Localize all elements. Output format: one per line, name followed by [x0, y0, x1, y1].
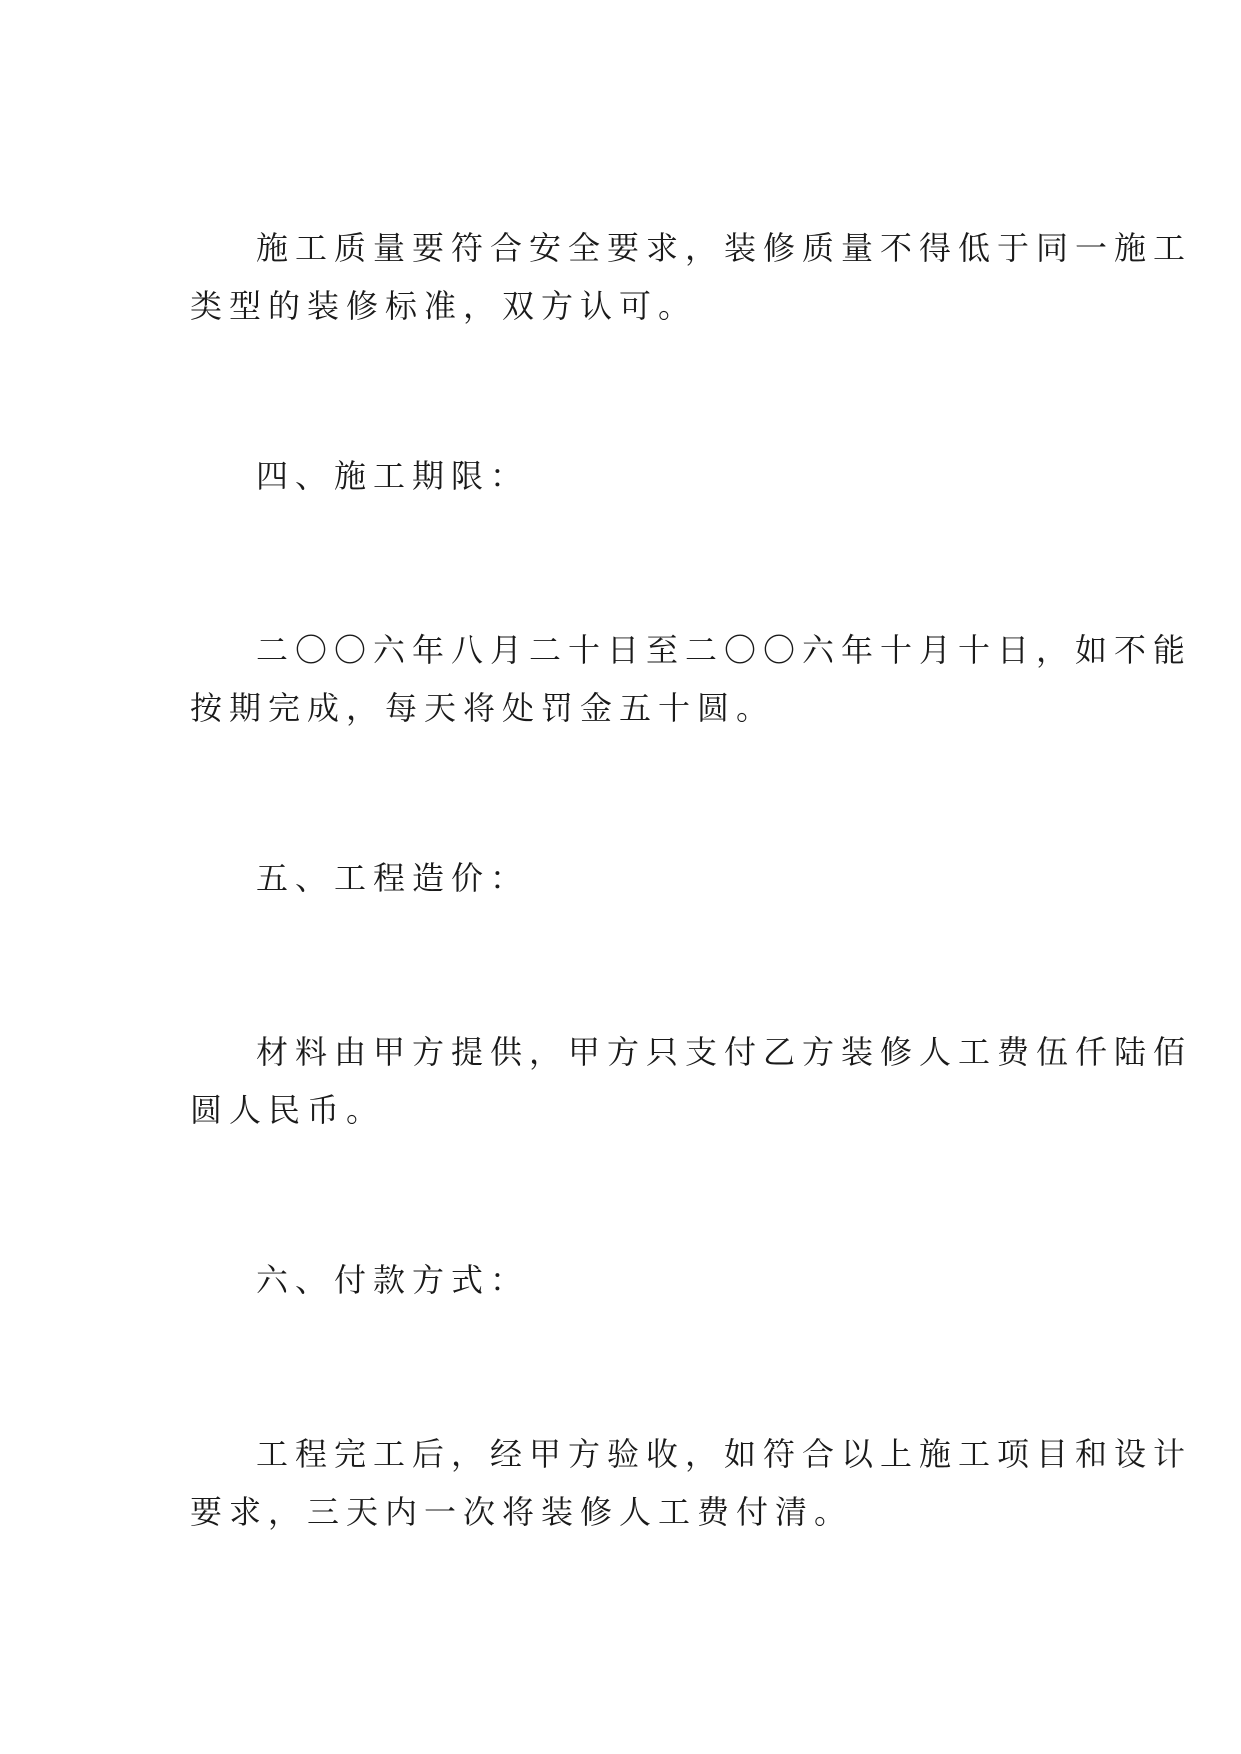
paragraph-line: 圆人民币。	[190, 1091, 386, 1129]
section-heading-payment-method: 六、付款方式：	[256, 1261, 530, 1299]
paragraph-line: 材料由甲方提供，甲方只支付乙方装修人工费伍仟陆佰	[256, 1033, 1193, 1071]
paragraph-line: 类型的装修标准，双方认可。	[190, 287, 698, 325]
paragraph-line: 二〇〇六年八月二十日至二〇〇六年十月十日，如不能	[256, 631, 1193, 669]
paragraph-line: 工程完工后，经甲方验收，如符合以上施工项目和设计	[256, 1435, 1193, 1473]
section-heading-construction-period: 四、施工期限：	[256, 457, 530, 495]
paragraph-line: 要求，三天内一次将装修人工费付清。	[190, 1493, 854, 1531]
section-heading-project-cost: 五、工程造价：	[256, 859, 530, 897]
paragraph-line: 施工质量要符合安全要求，装修质量不得低于同一施工	[256, 229, 1193, 267]
paragraph-line: 按期完成，每天将处罚金五十圆。	[190, 689, 776, 727]
